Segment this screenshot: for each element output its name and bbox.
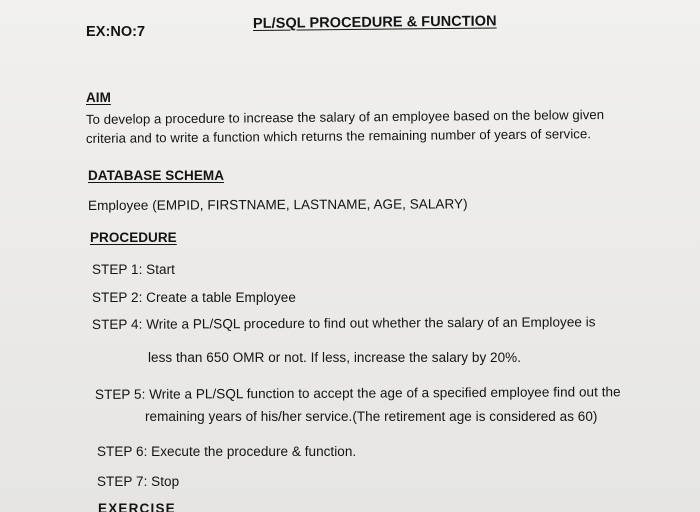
aim-line-1: To develop a procedure to increase the salary of an employee based on the below given	[85, 107, 605, 127]
aim-heading: AIM	[86, 90, 111, 105]
step-5-continued: remaining years of his/her service.(The retirement age is considered as 60)	[145, 409, 598, 424]
aim-line-2: criteria and to write a function which returns the remaining number of years of service.	[85, 126, 592, 146]
step-2: STEP 2: Create a table Employee	[92, 290, 296, 305]
step-6: STEP 6: Execute the procedure & function.	[97, 444, 357, 459]
step-4: STEP 4: Write a PL/SQL procedure to find out whether the salary of an Employee is	[91, 314, 596, 332]
step-5: STEP 5: Write a PL/SQL function to accept the age of a specified employee find out the	[94, 384, 621, 402]
step-4-continued: less than 650 OMR or not. If less, increase the salary by 20%.	[148, 350, 522, 365]
step-7: STEP 7: Stop	[97, 474, 180, 489]
schema-text: Employee (EMPID, FIRSTNAME, LASTNAME, AGE, SALARY)	[87, 196, 468, 213]
exercise-heading-cut-off: EXERCISE	[98, 501, 176, 512]
step-1: STEP 1: Start	[92, 262, 175, 277]
document-title: PL/SQL PROCEDURE & FUNCTION	[252, 13, 497, 32]
schema-heading: DATABASE SCHEMA	[88, 168, 225, 183]
exercise-number: EX:NO:7	[86, 24, 146, 40]
procedure-heading: PROCEDURE	[90, 230, 177, 245]
